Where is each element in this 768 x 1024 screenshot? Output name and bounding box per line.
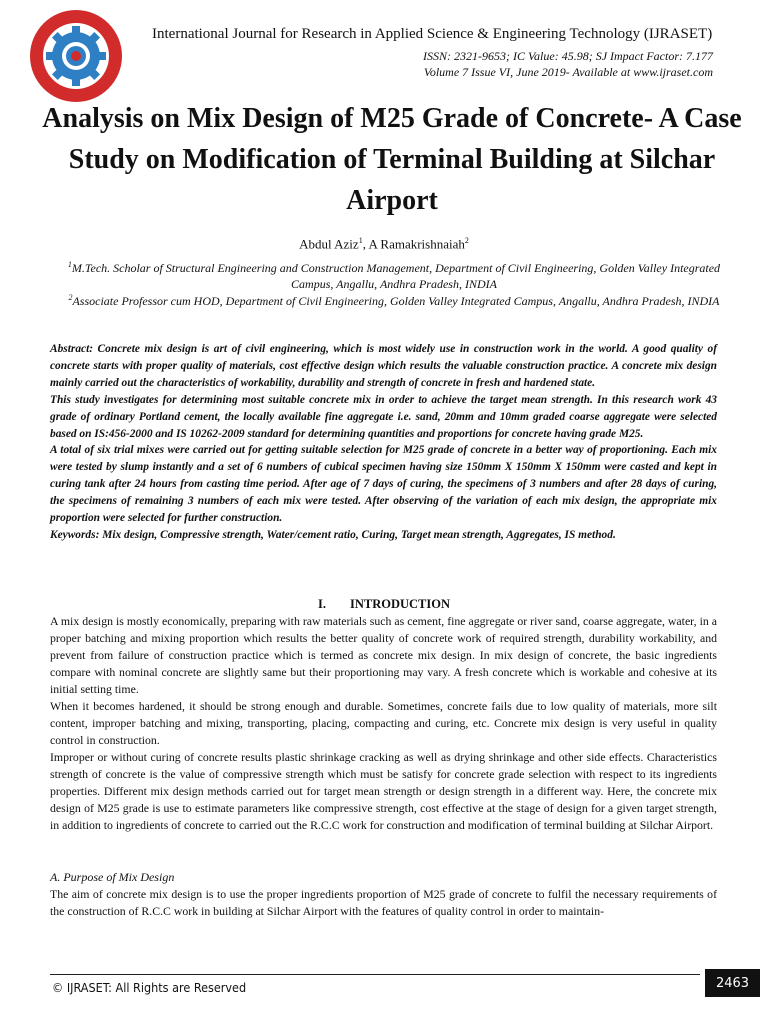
body-paragraph: The aim of concrete mix design is to use the proper ingredients proportion of M25 grade of concrete to fulfil the necessary requirements of the construction of R.C.C work in building at Silchar Airport with the features of quality control in order to maintain- xyxy=(50,887,717,918)
affiliation-mark: 1 xyxy=(67,260,72,269)
subsection-heading: A. Purpose of Mix Design xyxy=(50,870,175,884)
issn-line: ISSN: 2321-9653; IC Value: 45.98; SJ Impact Factor: 7.177 xyxy=(423,49,713,63)
copyright-notice: © IJRASET: All Rights are Reserved xyxy=(52,980,247,995)
author-name: A Ramakrishnaiah xyxy=(368,236,465,252)
section-heading xyxy=(0,597,768,612)
author-separator: , xyxy=(362,236,369,252)
abstract-paragraph: This study investigates for determining most suitable concrete mix in order to achieve the target mean strength. In this research work 43 grade of ordinary Portland cement, the locally available fine aggregate i.e. sand, 20mm and 10mm graded coarse aggregate were selected based on IS:456-2000 and IS 10262-2009 standard for determining quantities and proportions for concrete having grade M25. xyxy=(50,393,717,440)
author-name: Abdul Aziz xyxy=(299,236,359,252)
paper-title: Analysis on Mix Design of M25 Grade of Concrete- A Case Study on Modification of Terminal Building at Silchar Airport xyxy=(42,103,742,216)
body-paragraph: When it becomes hardened, it should be strong enough and durable. Sometimes, concrete fails due to low quality of materials, more silt content, improper batching and mixing, transporting, placing, compacting and curing, etc. Concrete mix design is very useful in quality control in construction. xyxy=(50,699,717,747)
author-affiliation-mark: 2 xyxy=(464,236,469,245)
affiliation-text: Associate Professor cum HOD, Department of Civil Engineering, Golden Valley Integrated Campus, Angallu, Andhra Pradesh, INDIA xyxy=(72,294,720,308)
subsection-body xyxy=(50,886,717,920)
abstract xyxy=(50,341,717,544)
page-number: 2463 xyxy=(705,969,760,997)
affiliation-text: M.Tech. Scholar of Structural Engineering and Construction Management, Department of Civil Engineering, Golden Valley Integrated Campus, Angallu, Andhra Pradesh, INDIA xyxy=(71,261,721,291)
journal-meta xyxy=(423,48,713,80)
keywords: Keywords: Mix design, Compressive strength, Water/cement ratio, Curing, Target mean strength, Aggregates, IS method. xyxy=(50,528,616,541)
volume-line: Volume 7 Issue VI, June 2019- Available at www.ijraset.com xyxy=(423,65,713,79)
body-paragraph: Improper or without curing of concrete results plastic shrinkage cracking as well as drying shrinkage and other side effects. Characteristics strength of concrete is the value of compressive strength which must be satisfy for concrete grade selection with respect to its ingredients properties. Different mix design methods carried out for target mean strength or design strength in a different way. Here, the concrete mix design of M25 grade is use to estimate parameters like compressive strength, cost effective at the stage of design for a given target strength, in addition to ingredients of concrete to carried out the R.C.C work for construction and modification of terminal building at Silchar Airport. xyxy=(50,750,717,832)
section-body xyxy=(50,613,717,834)
affiliation-mark: 2 xyxy=(68,293,73,302)
section-title: INTRODUCTION xyxy=(349,597,450,611)
body-paragraph: A mix design is mostly economically, preparing with raw materials such as cement, fine aggregate or river sand, coarse aggregate, water, in a proper batching and mixing proportion which results the better quality of concrete work of required strength, durability workability, and prevent from failure of construction practice which is termed as concrete mix design. In mix design of concrete, the basic ingredients compare with nominal concrete are slightly same but their proportioning may vary. A fresh concrete which is workable and cohesive at its initial setting time. xyxy=(50,614,717,696)
author-affiliation-mark: 1 xyxy=(358,236,363,245)
journal-name: International Journal for Research in Applied Science & Engineering Technology (IJRASET) xyxy=(152,26,713,42)
section-number: I. xyxy=(317,597,326,611)
affiliation-2 xyxy=(64,290,724,309)
journal-logo xyxy=(28,8,124,104)
abstract-paragraph: Abstract: Concrete mix design is art of civil engineering, which is most widely use in construction work in the world. A good quality of concrete starts with proper quality of materials, cost effective design which results the valuable construction practice. A concrete mix design mainly carried out the characteristics of workability, durability and strength of concrete in fresh and hardened state. xyxy=(50,343,717,389)
footer-divider xyxy=(50,974,700,975)
abstract-paragraph: A total of six trial mixes were carried out for getting suitable selection for M25 grade of concrete in a better way of proportioning. Each mix were tested by slump instantly and a set of 6 numbers of cubical specimen having size 150mm X 150mm X 150mm were casted and kept in curing tank after 24 hours from casting time period. After age of 7 days of curing, the specimens of 3 numbers and after 28 days of curing, the specimens of remaining 3 numbers of each mix were tested. After observing of the variation of each mix design, the appropriate mix proportion were selected for further construction. xyxy=(50,444,717,525)
author-list xyxy=(0,236,768,252)
affiliation-1 xyxy=(64,257,724,292)
